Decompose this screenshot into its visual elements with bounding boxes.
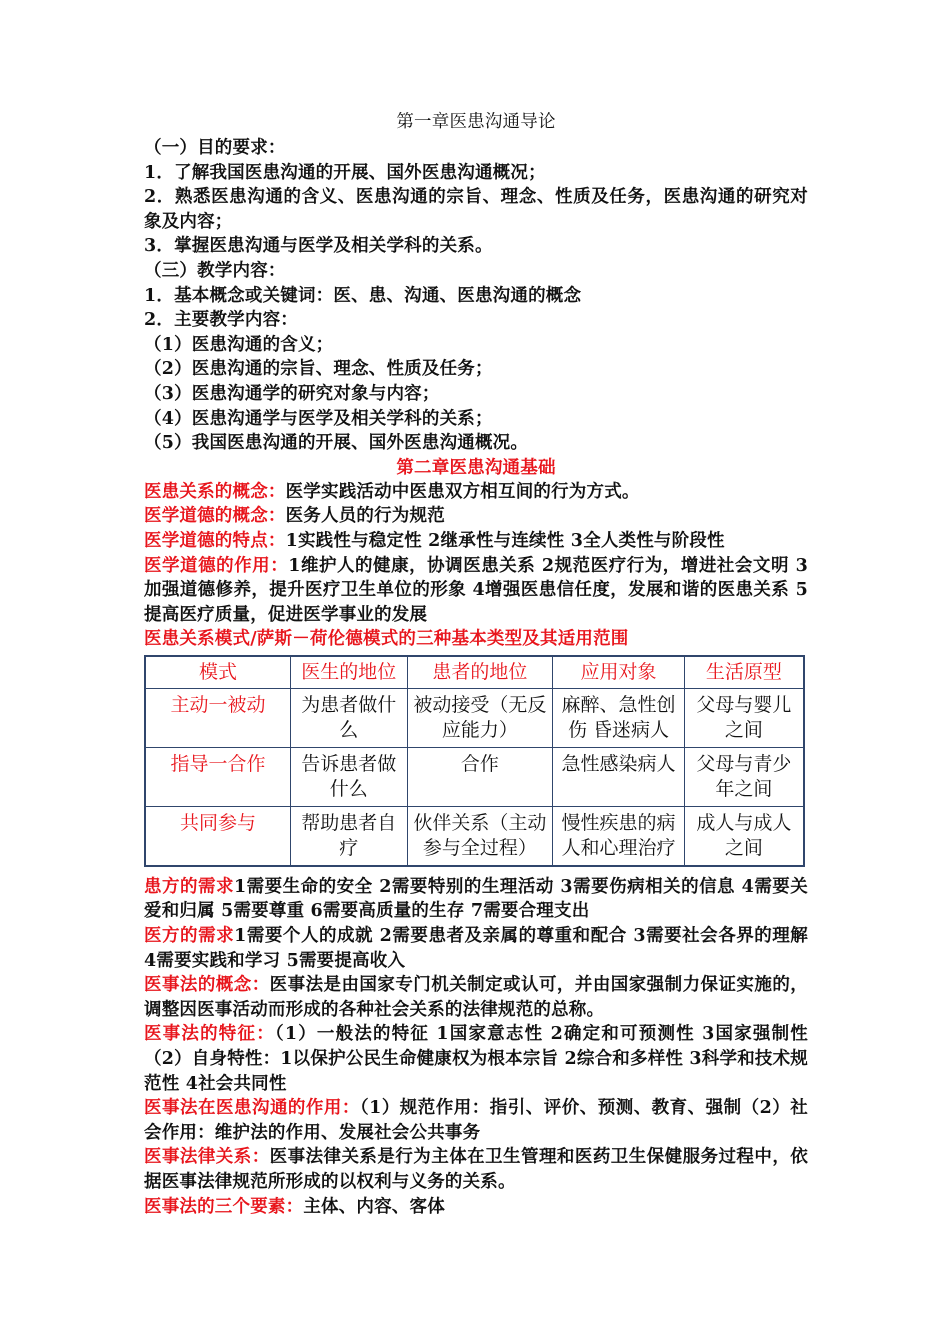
table-cell: 伙伴关系（主动参与全过程） <box>407 806 553 866</box>
table-cell: 合作 <box>407 747 553 806</box>
item-text: 医学实践活动中医患双方相互间的行为方式。 <box>285 481 640 502</box>
item-label: 患方的需求 <box>144 876 234 897</box>
item-label: 医学道德的概念： <box>144 506 286 527</box>
item-text: （1）规范作用：指引、评价、预测、教育、强制（2）社会作用：维护法的作用、发展社会公共事务 <box>144 1098 808 1143</box>
table-row <box>145 688 804 747</box>
table-cell: 帮助患者自疗 <box>291 806 408 866</box>
item-ethics-features <box>144 529 808 554</box>
ch1-line-6: 1．基本概念或关键词：医、患、沟通、医患沟通的概念 <box>144 285 582 306</box>
ch1-line-5: （三）教学内容： <box>144 260 286 281</box>
item-text: 1需要生命的安全 2需要特别的生理活动 3需要伤病相关的信息 4需要关爱和归属 5需要尊重 6需要高质量的生存 7需要合理支出 <box>144 876 809 922</box>
table-cell: 成人与成人之间 <box>684 806 804 866</box>
item-label: 医事法律关系： <box>144 1147 270 1168</box>
item-label: 医事法的概念： <box>144 975 270 996</box>
item-relationship-concept <box>144 480 808 505</box>
ch1-line-8: （1）医患沟通的含义； <box>144 334 334 355</box>
item-text: 医事法是由国家专门机关制定或认可，并由国家强制力保证实施的，调整因医事活动而形成的各种社会关系的法律规范的总称。 <box>144 975 808 1020</box>
header-cell: 医生的地位 <box>291 656 408 689</box>
ch1-line-7: 2．主要教学内容： <box>144 310 298 331</box>
item-label: 医事法的特征： <box>144 1024 275 1045</box>
table-cell-mode: 主动一被动 <box>145 688 291 747</box>
table-cell-mode: 指导一合作 <box>145 747 291 806</box>
item-text: 医事法律关系是行为主体在卫生管理和医药卫生保健服务过程中，依据医事法律规范所形成的以权利与义务的关系。 <box>144 1147 808 1192</box>
item-text: 医务人员的行为规范 <box>285 506 445 527</box>
item-text: 1需要个人的成就 2需要患者及亲属的尊重和配合 3需要社会各界的理解 4需要实践和学习 5需要提高收入 <box>144 926 809 971</box>
item-label: 医学道德的作用： <box>144 555 289 576</box>
item-label: 医事法的三个要素： <box>144 1196 304 1217</box>
table-cell: 告诉患者做什么 <box>291 747 408 806</box>
table-header-row <box>145 656 804 689</box>
table-cell: 父母与青少年之间 <box>684 747 804 806</box>
header-cell: 患者的地位 <box>407 656 553 689</box>
header-cell: 生活原型 <box>684 656 804 689</box>
item-text: （1）一般法的特征 1国家意志性 2确定和可预测性 3国家强制性（2）自身特性：1以保护公民生命健康权为根本宗旨 2综合和多样性 3科学和技术规范性 4社会共同性 <box>144 1024 808 1094</box>
table-cell: 为患者做什么 <box>291 688 408 747</box>
ch1-line-2: 1．了解我国医患沟通的开展、国外医患沟通概况； <box>144 162 546 183</box>
item-medical-law-features <box>144 1022 808 1096</box>
table-row <box>145 747 804 806</box>
ch1-line-9: （2）医患沟通的宗旨、理念、性质及任务； <box>144 359 493 380</box>
header-cell: 模式 <box>145 656 291 689</box>
item-label: 医患关系的概念： <box>144 481 286 502</box>
item-label: 医事法在医患沟通的作用： <box>144 1098 360 1119</box>
table-cell: 被动接受（无反应能力） <box>407 688 553 747</box>
item-text: 1实践性与稳定性 2继承性与连续性 3全人类性与阶段性 <box>285 530 725 551</box>
item-text: 1维护人的健康，协调医患关系 2规范医疗行为，增进社会文明 3加强道德修养，提升医疗卫生单位的形象 4增强医患信任度，发展和谐的医患关系 5提高医疗质量，促进医学事业的发展 <box>144 555 808 625</box>
ch1-line-1: （一）目的要求： <box>144 138 286 158</box>
ch1-line-3: 2．熟悉医患沟通的含义、医患沟通的宗旨、理念、性质及任务，医患沟通的研究对象及内容； <box>144 187 808 232</box>
item-patient-needs <box>144 875 808 924</box>
table-cell: 父母与婴儿之间 <box>684 688 804 747</box>
item-legal-relationship <box>144 1145 808 1194</box>
chapter2-title: 第二章医患沟通基础 <box>396 457 556 478</box>
item-label: 医方的需求 <box>144 926 235 947</box>
item-medical-law-concept <box>144 973 808 1022</box>
table-cell-mode: 共同参与 <box>145 806 291 866</box>
table-cell: 麻醉、急性创伤 昏迷病人 <box>553 688 685 747</box>
header-cell: 应用对象 <box>553 656 685 689</box>
table-row <box>145 806 804 866</box>
model-table <box>144 655 805 867</box>
table-title: 医患关系模式/萨斯－荷伦德模式的三种基本类型及其适用范围 <box>144 629 629 650</box>
item-medical-law-role <box>144 1096 808 1145</box>
table-cell: 急性感染病人 <box>553 747 685 806</box>
document-page <box>144 110 808 1219</box>
item-doctor-needs <box>144 924 808 973</box>
item-label: 医学道德的特点： <box>144 530 286 551</box>
ch1-line-10: （3）医患沟通学的研究对象与内容； <box>144 383 440 404</box>
table-cell: 慢性疾患的病人和心理治疗 <box>553 806 685 866</box>
item-text: 主体、内容、客体 <box>303 1196 445 1217</box>
ch1-line-12: （5）我国医患沟通的开展、国外医患沟通概况。 <box>144 433 529 454</box>
chapter1-title: 第一章医患沟通导论 <box>396 112 556 132</box>
item-ethics-functions <box>144 554 808 628</box>
item-three-elements <box>144 1195 808 1220</box>
item-ethics-concept <box>144 504 808 529</box>
ch1-line-4: 3．掌握医患沟通与医学及相关学科的关系。 <box>144 236 493 257</box>
ch1-line-11: （4）医患沟通学与医学及相关学科的关系； <box>144 408 493 429</box>
